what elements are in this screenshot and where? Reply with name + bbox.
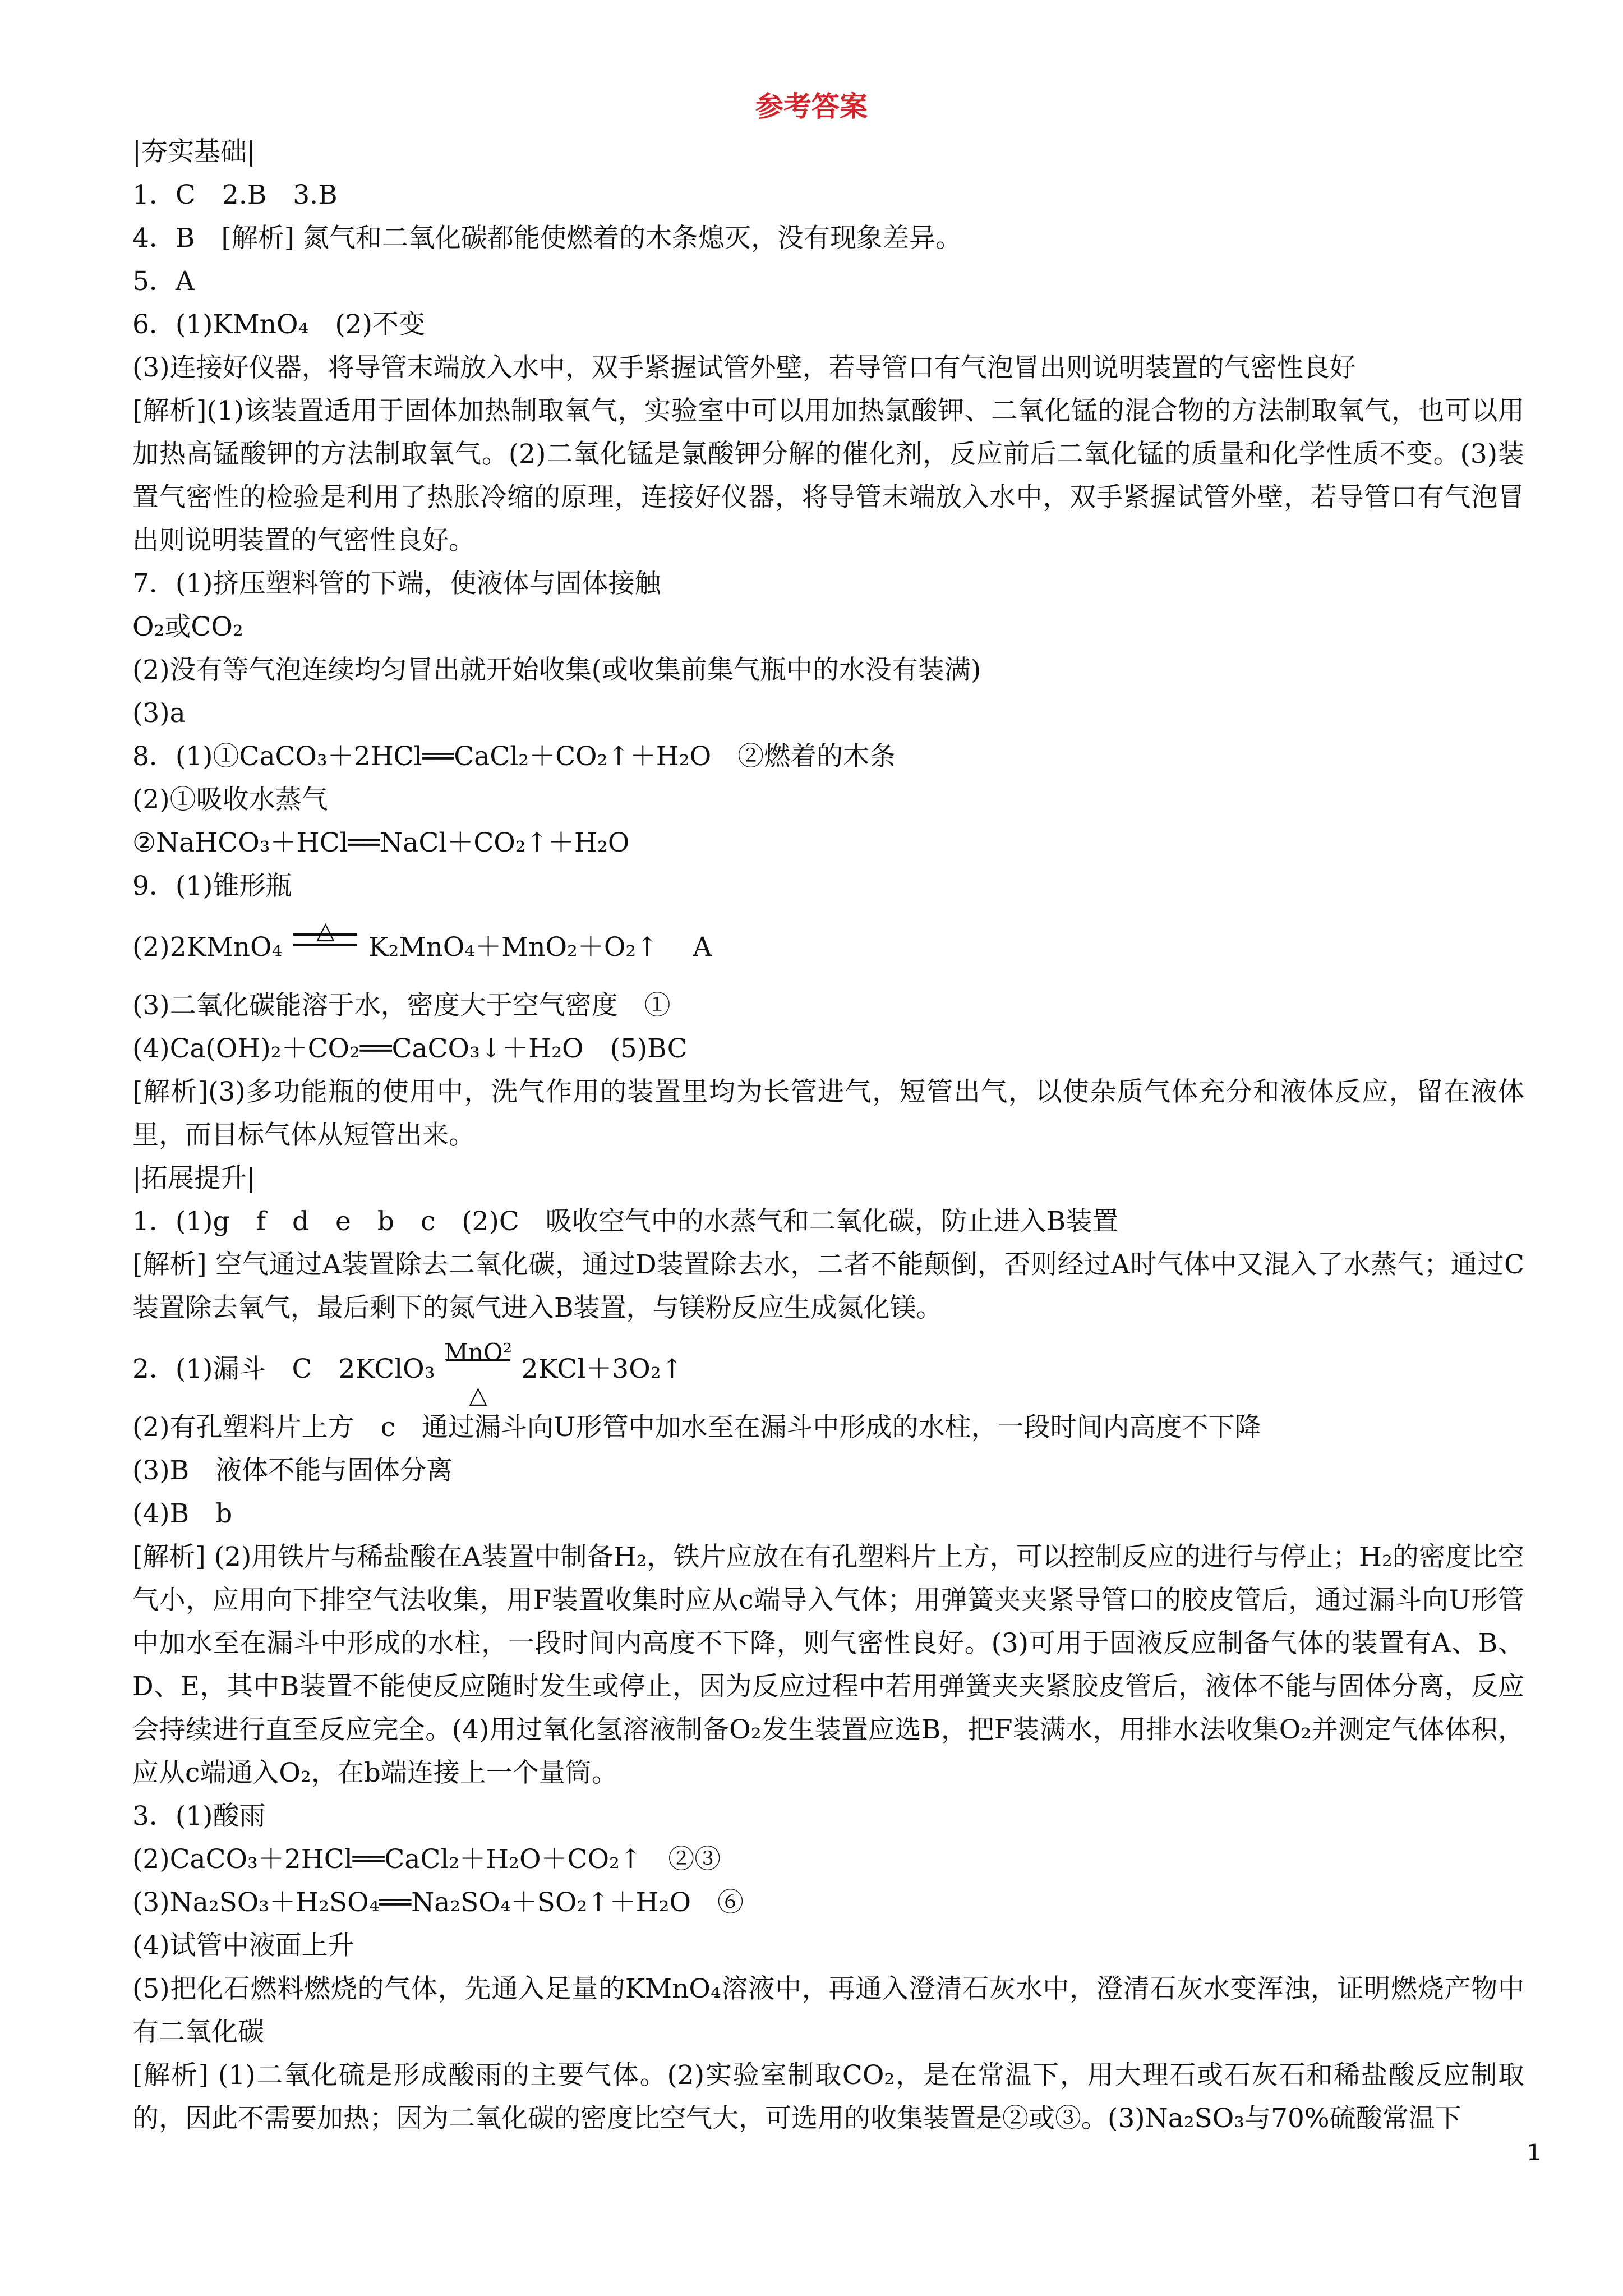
explanation-paragraph: [解析] (2)用铁片与稀盐酸在A装置中制备H₂，铁片应放在有孔塑料片上方，可以控制反应的进行与停止；H₂的密度比空气小，应用向下排空气法收集，用F装置收集时应从c端导入气体；用弹簧夹夹紧导管口的胶皮管后，通过漏斗向U形管中加水至在漏斗中形成的水柱，一段时间内高度不下降，则气密性良好。(3)可用于固液反应制备气体的装置有A、B、D、E，其中B装置不能使反应随时发生或停止，因为反应过程中若用弹簧夹夹紧胶皮管后，液体不能与固体分离，反应会持续进行直至反应完全。(4)用过氧化氢溶液制备O₂发生装置应选B，把F装满水，用排水法收集O₂并测定气体体积，应从c端通入O₂，在b端连接上一个量筒。 [132, 1542, 1524, 1788]
section-heading-basic: |夯实基础| [132, 136, 256, 167]
chemical-equation [132, 1333, 1524, 1409]
answer-paragraph: (5)把化石燃料燃烧的气体，先通入足量的KMnO₄溶液中，再通入澄清石灰水中，澄清石灰水变浑浊，证明燃烧产物中有二氧化碳 [132, 1973, 1524, 2047]
answer-line: (3)Na₂SO₃＋H₂SO₄══Na₂SO₄＋SO₂↑＋H₂O ⑥ [132, 1887, 744, 1918]
answer-line: 9．(1)锥形瓶 [132, 871, 292, 901]
answer-line: 1．(1)g f d e b c (2)C 吸收空气中的水蒸气和二氧化碳，防止进入B装置 [132, 1206, 1119, 1237]
answer-line: O₂或CO₂ [132, 611, 243, 642]
answer-line: (2)没有等气泡连续均匀冒出就开始收集(或收集前集气瓶中的水没有装满) [132, 655, 981, 685]
equation-product: 2KCl＋3O₂↑ [521, 1354, 683, 1384]
reaction-condition [289, 917, 362, 960]
answer-line: (3)B 液体不能与固体分离 [132, 1455, 453, 1486]
equation-reactant: 2．(1)漏斗 C 2KClO₃ [132, 1354, 435, 1384]
heat-symbol: △ [316, 917, 335, 944]
answer-line: (4)试管中液面上升 [132, 1930, 354, 1961]
answer-line: (3)连接好仪器，将导管末端放入水中，双手紧握试管外壁，若导管口有气泡冒出则说明装置的气密性良好 [132, 352, 1356, 383]
explanation-paragraph: [解析] 空气通过A装置除去二氧化碳，通过D装置除去水，二者不能颠倒，否则经过A时气体中又混入了水蒸气；通过C装置除去氧气，最后剩下的氮气进入B装置，与镁粉反应生成氮化镁。 [132, 1249, 1524, 1323]
answer-line: (3)a [132, 698, 186, 729]
answer-line: 7．(1)挤压塑料管的下端，使液体与固体接触 [132, 568, 661, 599]
answer-line: ②NaHCO₃＋HCl══NaCl＋CO₂↑＋H₂O [132, 827, 630, 858]
answer-line: (2)①吸收水蒸气 [132, 784, 328, 815]
equals-sign [293, 933, 357, 946]
answer-line: (2)CaCO₃＋2HCl══CaCl₂＋H₂O＋CO₂↑ ②③ [132, 1844, 721, 1875]
page-number: 1 [1527, 2140, 1541, 2166]
answer-content [132, 130, 1524, 2140]
catalyst-label: MnO² [444, 1338, 513, 1366]
section-heading-extension: |拓展提升| [132, 1163, 256, 1194]
answer-line: 1．C 2.B 3.B [132, 180, 338, 210]
page-title: 参考答案 [755, 90, 868, 123]
chemical-equation [132, 911, 1524, 984]
answer-line: 6．(1)KMnO₄ (2)不变 [132, 309, 425, 340]
explanation-paragraph: [解析](1)该装置适用于固体加热制取氧气，实验室中可以用加热氯酸钾、二氧化锰的混合物的方法制取氧气，也可以用加热高锰酸钾的方法制取氧气。(2)二氧化锰是氯酸钾分解的催化剂，反应前后二氧化锰的质量和化学性质不变。(3)装置气密性的检验是利用了热胀冷缩的原理，连接好仪器，将导管末端放入水中，双手紧握试管外壁，若导管口有气泡冒出则说明装置的气密性良好。 [132, 395, 1524, 556]
equation-reactant: (2)2KMnO₄ [132, 932, 283, 963]
answer-line: (4)Ca(OH)₂＋CO₂══CaCO₃↓＋H₂O (5)BC [132, 1033, 688, 1064]
answer-line: (4)B b [132, 1498, 233, 1529]
explanation-paragraph: [解析](3)多功能瓶的使用中，洗气作用的装置里均为长管进气，短管出气，以使杂质气体充分和液体反应，留在液体里，而目标气体从短管出来。 [132, 1076, 1524, 1151]
answer-line: 3．(1)酸雨 [132, 1801, 266, 1832]
answer-line: 4．B [解析] 氮气和二氧化碳都能使燃着的木条熄灭，没有现象差异。 [132, 223, 962, 254]
answer-line: 5．A [132, 266, 195, 297]
answer-line: (2)有孔塑料片上方 c 通过漏斗向U形管中加水至在漏斗中形成的水柱，一段时间内高度不下降 [132, 1412, 1261, 1443]
answer-line: 8．(1)①CaCO₃＋2HCl══CaCl₂＋CO₂↑＋H₂O ②燃着的木条 [132, 741, 896, 772]
explanation-paragraph: [解析] (1)二氧化硫是形成酸雨的主要气体。(2)实验室制取CO₂，是在常温下，用大理石或石灰石和稀盐酸反应制取的，因此不需要加热；因为二氧化碳的密度比空气大，可选用的收集装置是②或③。(3)Na₂SO₃与70%硫酸常温下 [132, 2060, 1524, 2134]
equation-product: K₂MnO₄＋MnO₂＋O₂↑ A [368, 932, 712, 963]
heat-symbol: △ [469, 1381, 487, 1409]
answer-line: (3)二氧化碳能溶于水，密度大于空气密度 ① [132, 990, 671, 1021]
reaction-condition [442, 1338, 515, 1409]
